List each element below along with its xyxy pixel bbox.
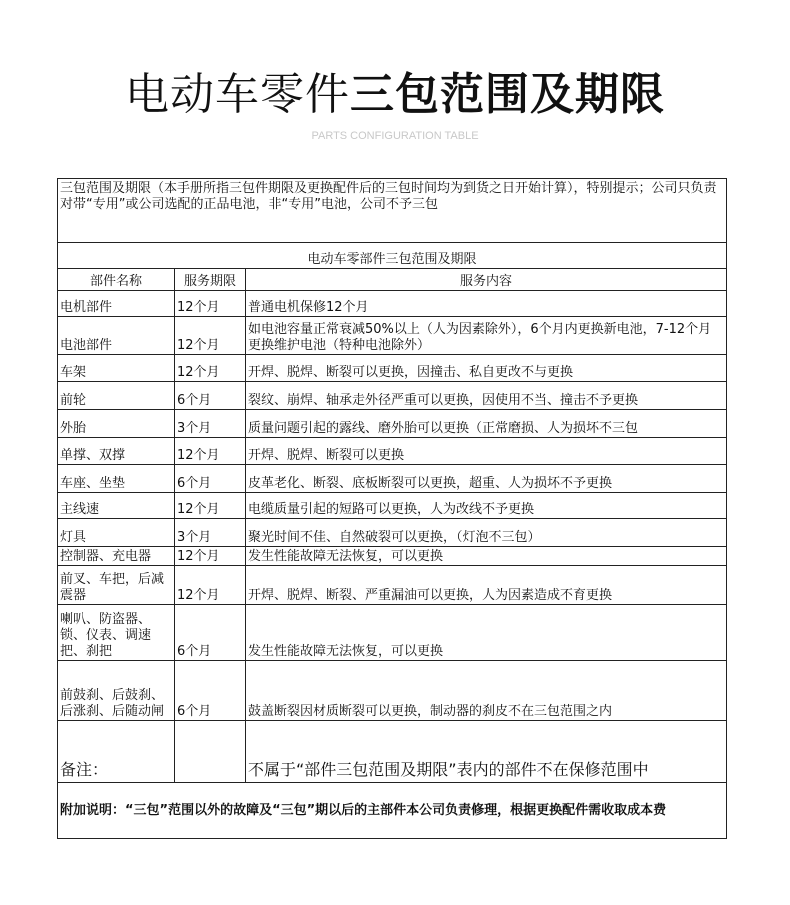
header-period: 服务期限 [175,269,246,291]
part-name: 车座、坐垫 [58,465,175,493]
service-period: 12个月 [175,547,246,566]
service-content: 发生性能故障无法恢复，可以更换 [246,547,727,566]
service-content: 电缆质量引起的短路可以更换，人为改线不予更换 [246,493,727,519]
part-name: 主线速 [58,493,175,519]
table-row [58,355,727,382]
header-content: 服务内容 [246,269,727,291]
table-row [58,291,727,317]
table-row [58,547,727,566]
service-content: 普通电机保修12个月 [246,291,727,317]
part-name: 灯具 [58,519,175,547]
service-content: 鼓盖断裂因材质断裂可以更换，制动器的刹皮不在三包范围之内 [246,661,727,721]
service-period: 12个月 [175,317,246,355]
service-period: 6个月 [175,661,246,721]
table-row [58,317,727,355]
service-period: 3个月 [175,519,246,547]
part-name: 电池部件 [58,317,175,355]
service-period: 6个月 [175,605,246,661]
service-content: 发生性能故障无法恢复，可以更换 [246,605,727,661]
intro-text: 三包范围及期限（本手册所指三包件期限及更换配件后的三包时间均为到货之日开始计算），特别提示；公司只负责对带“专用”或公司选配的正品电池，非“专用”电池，公司不予三包 [58,179,727,243]
service-content: 开焊、脱焊、断裂、严重漏油可以更换，人为因素造成不育更换 [246,566,727,605]
service-period: 12个月 [175,566,246,605]
warranty-table [57,178,727,839]
service-period: 12个月 [175,291,246,317]
table-title: 电动车零部件三包范围及期限 [58,243,727,269]
remark-empty [175,721,246,783]
service-content: 开焊、脱焊、断裂可以更换 [246,438,727,465]
page-title [0,58,790,122]
part-name: 控制器、充电器 [58,547,175,566]
service-period: 6个月 [175,465,246,493]
service-content: 质量问题引起的露线、磨外胎可以更换（正常磨损、人为损坏不三包 [246,410,727,438]
service-content: 如电池容量正常衰减50%以上（人为因素除外），6个月内更换新电池，7-12个月更换维护电池（特种电池除外） [246,317,727,355]
table-row [58,465,727,493]
table-row [58,605,727,661]
extra-note: 附加说明：“三包”范围以外的故障及“三包”期以后的主部件本公司负责修理，根据更换配件需收取成本费 [58,783,727,839]
table-row [58,382,727,410]
table-row [58,519,727,547]
part-name: 外胎 [58,410,175,438]
service-period: 6个月 [175,382,246,410]
service-period: 3个月 [175,410,246,438]
table-row [58,566,727,605]
part-name: 前鼓刹、后鼓刹、后涨刹、后随动闸 [58,661,175,721]
part-name: 单撑、双撑 [58,438,175,465]
service-period: 12个月 [175,493,246,519]
table-row [58,661,727,721]
title-normal: 电动车零件 [125,69,350,120]
part-name: 前叉、车把，后减震器 [58,566,175,605]
service-content: 裂纹、崩焊、轴承走外径严重可以更换，因使用不当、撞击不予更换 [246,382,727,410]
header-part: 部件名称 [58,269,175,291]
part-name: 车架 [58,355,175,382]
service-period: 12个月 [175,438,246,465]
subtitle: PARTS CONFIGURATION TABLE [311,130,479,142]
part-name: 电机部件 [58,291,175,317]
service-content: 聚光时间不佳、自然破裂可以更换，（灯泡不三包） [246,519,727,547]
service-content: 开焊、脱焊、断裂可以更换，因撞击、私自更改不与更换 [246,355,727,382]
table-row [58,493,727,519]
table-row [58,410,727,438]
remark-content: 不属于“部件三包范围及期限”表内的部件不在保修范围中 [246,721,727,783]
service-period: 12个月 [175,355,246,382]
part-name: 前轮 [58,382,175,410]
service-content: 皮革老化、断裂、底板断裂可以更换，超重、人为损坏不予更换 [246,465,727,493]
title-bold: 三包范围及期限 [350,69,665,120]
part-name: 喇叭、防盗器、锁、仪表、调速把、刹把 [58,605,175,661]
table-row [58,438,727,465]
remark-label: 备注： [58,721,175,783]
